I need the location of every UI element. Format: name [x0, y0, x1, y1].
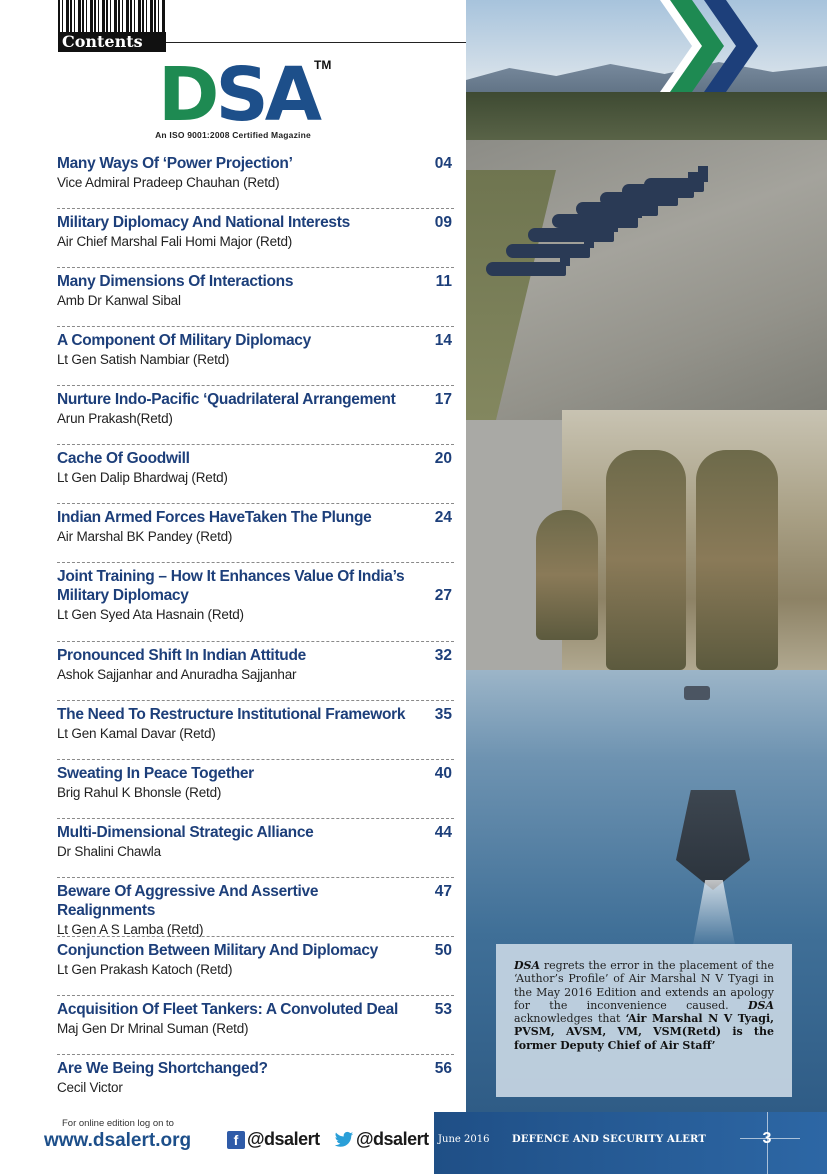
toc-entry[interactable] — [57, 268, 454, 327]
article-author: Lt Gen Satish Nambiar (Retd) — [57, 352, 230, 367]
article-page-number: 17 — [434, 391, 452, 408]
toc-entry[interactable] — [57, 878, 454, 937]
article-title[interactable]: Conjunction Between Military And Diplomacy — [57, 942, 378, 959]
article-page-number: 32 — [434, 647, 452, 664]
notice-bold-text: ‘Air Marshal N V Tyagi, PVSM, AVSM, VM, VSM(Retd) is the former Deputy Chief of Air Staff’ — [514, 1012, 774, 1052]
article-author: Lt Gen Syed Ata Hasnain (Retd) — [57, 607, 244, 622]
article-page-number: 14 — [434, 332, 452, 349]
notice-text-2: acknowledges that — [514, 1012, 626, 1026]
article-title[interactable]: Are We Being Shortchanged? — [57, 1060, 268, 1077]
logo-letters: DSA — [158, 52, 319, 138]
article-title[interactable]: Sweating In Peace Together — [57, 765, 254, 782]
article-author: Amb Dr Kanwal Sibal — [57, 293, 181, 308]
toc-entry[interactable] — [57, 327, 454, 386]
article-title[interactable]: A Component Of Military Diplomacy — [57, 332, 311, 349]
article-author: Air Chief Marshal Fali Homi Major (Retd) — [57, 234, 293, 249]
article-title[interactable]: Beware Of Aggressive And Assertive Realignments — [57, 883, 319, 919]
article-page-number: 47 — [434, 883, 452, 900]
magazine-name: DEFENCE AND SECURITY ALERT — [512, 1134, 707, 1145]
article-author: Arun Prakash(Retd) — [57, 411, 173, 426]
article-page-number: 11 — [435, 273, 452, 290]
article-page-number: 09 — [434, 214, 452, 231]
toc-entry[interactable] — [57, 996, 454, 1055]
article-author: Ashok Sajjanhar and Anuradha Sajjanhar — [57, 667, 297, 682]
toc-entry[interactable] — [57, 701, 454, 760]
notice-brand-2: DSA — [747, 998, 774, 1012]
article-title[interactable]: Military Diplomacy And National Interests — [57, 214, 350, 231]
article-author: Lt Gen Kamal Davar (Retd) — [57, 726, 216, 741]
article-page-number: 50 — [434, 942, 452, 959]
article-author: Brig Rahul K Bhonsle (Retd) — [57, 785, 222, 800]
twitter-icon[interactable] — [334, 1131, 354, 1149]
article-title[interactable]: Many Ways Of ‘Power Projection’ — [57, 155, 293, 172]
iso-certification: An ISO 9001:2008 Certified Magazine — [155, 130, 311, 140]
article-author: Lt Gen Dalip Bhardwaj (Retd) — [57, 470, 228, 485]
website-link[interactable]: www.dsalert.org — [44, 1130, 192, 1151]
article-title[interactable]: Many Dimensions Of Interactions — [57, 273, 294, 290]
article-page-number: 56 — [434, 1060, 452, 1077]
notice-brand: DSA — [514, 959, 541, 972]
facebook-icon[interactable]: f — [227, 1131, 245, 1149]
page-number: 3 — [762, 1130, 772, 1147]
contents-label: Contents — [58, 32, 166, 52]
article-title[interactable]: Cache Of Goodwill — [57, 450, 190, 467]
toc-entry[interactable] — [57, 937, 454, 996]
trademark-mark: TM — [314, 58, 332, 72]
article-title[interactable]: Nurture Indo-Pacific ‘Quadrilateral Arrangement — [57, 391, 396, 408]
article-title[interactable]: Indian Armed Forces HaveTaken The Plunge — [57, 509, 372, 526]
toc-entry[interactable] — [57, 445, 454, 504]
issue-date: June 2016 — [438, 1134, 490, 1145]
article-author: Lt Gen A S Lamba (Retd) — [57, 922, 204, 937]
article-title[interactable]: Acquisition Of Fleet Tankers: A Convoluted Deal — [57, 1001, 399, 1018]
toc-entry[interactable] — [57, 819, 454, 878]
twitter-handle[interactable]: @dsalert — [356, 1129, 429, 1149]
article-page-number: 40 — [434, 765, 452, 782]
toc-entry[interactable] — [57, 386, 454, 445]
toc-entry[interactable] — [57, 209, 454, 268]
toc-entry[interactable] — [57, 504, 454, 563]
article-title[interactable]: Joint Training – How It Enhances Value Of India’s Military Diplomacy — [57, 568, 405, 604]
article-page-number: 53 — [434, 1001, 452, 1018]
notice-text-1: regrets the error in the placement of the ‘Author’s Profile’ of Air Marshal N V Tyagi in the May 2016 Edition and extends an apology for the inconvenience caused. — [514, 959, 774, 1012]
article-page-number: 35 — [434, 706, 452, 723]
article-author: Maj Gen Dr Mrinal Suman (Retd) — [57, 1021, 249, 1036]
article-title[interactable]: Multi-Dimensional Strategic Alliance — [57, 824, 314, 841]
contents-list — [57, 150, 454, 1095]
chevron-arrows-graphic — [660, 0, 760, 92]
article-page-number: 04 — [434, 155, 452, 172]
article-page-number: 44 — [434, 824, 452, 841]
toc-entry[interactable] — [57, 642, 454, 701]
article-author: Cecil Victor — [57, 1080, 123, 1095]
article-page-number: 27 — [434, 587, 452, 604]
toc-entry[interactable] — [57, 1055, 454, 1095]
article-page-number: 20 — [434, 450, 452, 467]
article-author: Air Marshal BK Pandey (Retd) — [57, 529, 233, 544]
article-author: Vice Admiral Pradeep Chauhan (Retd) — [57, 175, 280, 190]
article-author: Dr Shalini Chawla — [57, 844, 161, 859]
article-title[interactable]: The Need To Restructure Institutional Framework — [57, 706, 406, 723]
article-page-number: 24 — [434, 509, 452, 526]
facebook-handle[interactable]: @dsalert — [247, 1129, 320, 1149]
article-author: Lt Gen Prakash Katoch (Retd) — [57, 962, 233, 977]
toc-entry[interactable] — [57, 150, 454, 209]
toc-entry[interactable] — [57, 563, 454, 642]
article-title[interactable]: Pronounced Shift In Indian Attitude — [57, 647, 306, 664]
barcode-graphic — [58, 0, 166, 34]
toc-entry[interactable] — [57, 760, 454, 819]
correction-notice — [496, 944, 792, 1097]
online-edition-note: For online edition log on to — [62, 1118, 174, 1129]
